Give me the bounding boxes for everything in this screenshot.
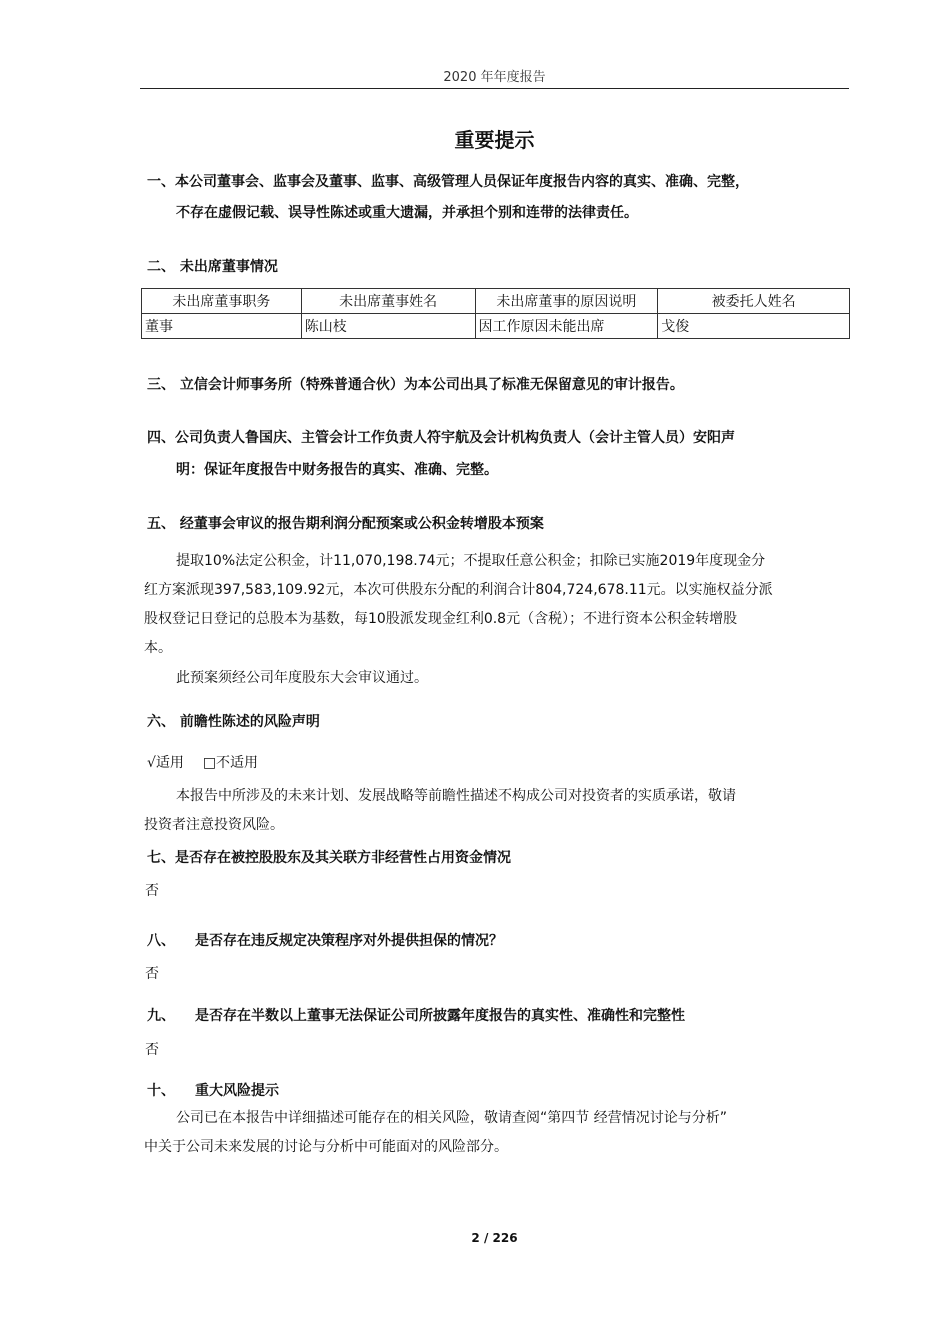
page-number: 2 / 226 <box>471 1231 518 1245</box>
item5-para-line: 红方案派现397,583,109.92元，本次可供股东分配的利润合计804,724,678.11元。以实施权益分派 <box>144 582 773 598</box>
table-cell: 因工作原因未能出席 <box>475 314 658 339</box>
header-divider <box>140 88 849 89</box>
table-cell: 董事 <box>142 314 302 339</box>
item10-para-line: 中关于公司未来发展的讨论与分析中可能面对的风险部分。 <box>144 1139 508 1155</box>
item5-note: 此预案须经公司年度股东大会审议通过。 <box>176 670 428 686</box>
report-header: 2020 年年度报告 <box>443 70 546 85</box>
table-header-row <box>142 289 850 314</box>
item4-line1: 四、公司负责人鲁国庆、主管会计工作负责人符宇航及会计机构负责人（会计主管人员）安阳声 <box>147 430 735 446</box>
item8-answer: 否 <box>145 966 159 982</box>
page-title: 重要提示 <box>454 128 535 152</box>
applicable-checked: √适用 <box>147 755 184 771</box>
table-header-cell: 未出席董事姓名 <box>301 289 475 314</box>
table-cell: 陈山枝 <box>301 314 475 339</box>
applicability-row <box>147 753 258 773</box>
item5-para-line: 股权登记日登记的总股本为基数，每10股派发现金红利0.8元（含税）；不进行资本公积金转增股 <box>144 611 738 627</box>
table-header-cell: 未出席董事的原因说明 <box>475 289 658 314</box>
item6-para-line: 投资者注意投资风险。 <box>144 817 284 833</box>
item8-number: 八、 <box>147 933 175 949</box>
not-applicable-unchecked: □不适用 <box>202 755 259 771</box>
item5-paragraph <box>144 547 850 663</box>
table-cell: 戈俊 <box>658 314 850 339</box>
item9-number: 九、 <box>147 1008 175 1024</box>
item4-line2: 明：保证年度报告中财务报告的真实、准确、完整。 <box>176 462 498 478</box>
table-header-cell: 未出席董事职务 <box>142 289 302 314</box>
item8-heading: 是否存在违反规定决策程序对外提供担保的情况？ <box>195 933 503 949</box>
item1-line1: 一、本公司董事会、监事会及董事、监事、高级管理人员保证年度报告内容的真实、准确、完整， <box>147 174 749 190</box>
item1-line2: 不存在虚假记载、误导性陈述或重大遗漏，并承担个别和连带的法律责任。 <box>176 205 638 221</box>
item9-answer: 否 <box>145 1042 159 1058</box>
absent-directors-table <box>141 288 850 339</box>
item2-heading: 二、 未出席董事情况 <box>147 259 278 275</box>
item6-para-line: 本报告中所涉及的未来计划、发展战略等前瞻性描述不构成公司对投资者的实质承诺，敬请 <box>176 788 736 804</box>
item6-paragraph <box>144 782 850 840</box>
item5-para-line: 本。 <box>144 640 172 656</box>
item9-heading: 是否存在半数以上董事无法保证公司所披露年度报告的真实性、准确性和完整性 <box>195 1008 685 1024</box>
item10-para-line: 公司已在本报告中详细描述可能存在的相关风险，敬请查阅“第四节 经营情况讨论与分析” <box>176 1110 727 1126</box>
item5-heading: 五、 经董事会审议的报告期利润分配预案或公积金转增股本预案 <box>147 516 544 532</box>
item10-paragraph <box>144 1104 850 1162</box>
table-row <box>142 314 850 339</box>
item7-heading: 七、是否存在被控股股东及其关联方非经营性占用资金情况 <box>147 850 511 866</box>
item6-heading: 六、 前瞻性陈述的风险声明 <box>147 714 320 730</box>
item5-para-line: 提取10%法定公积金，计11,070,198.74元；不提取任意公积金；扣除已实施2019年度现金分 <box>176 553 766 569</box>
item10-number: 十、 <box>147 1083 175 1099</box>
item3-text: 三、 立信会计师事务所（特殊普通合伙）为本公司出具了标准无保留意见的审计报告。 <box>147 377 684 393</box>
table-header-cell: 被委托人姓名 <box>658 289 850 314</box>
item10-heading: 重大风险提示 <box>195 1083 279 1099</box>
item7-answer: 否 <box>145 883 159 899</box>
